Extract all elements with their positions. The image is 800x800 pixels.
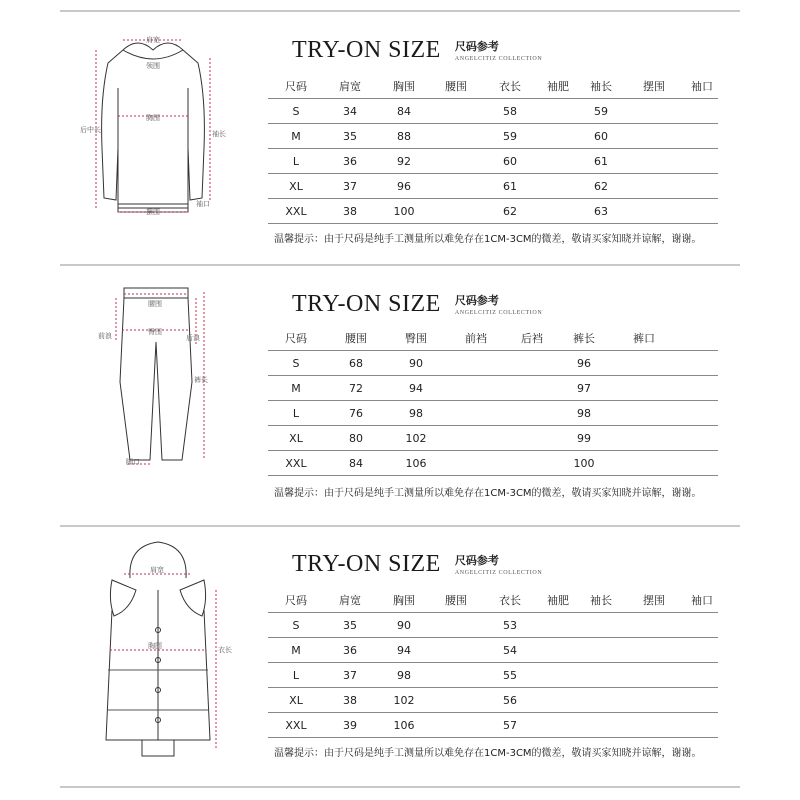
table-cell: S: [292, 357, 300, 370]
chest-label: 胸围: [146, 114, 160, 122]
table-cell: 98: [577, 407, 591, 420]
column-header: 肩宽: [339, 594, 361, 607]
column-header: 裤长: [573, 332, 595, 345]
column-header: 袖肥: [547, 594, 569, 607]
cuff-label: 袖口: [196, 200, 210, 208]
table-cell: 99: [577, 432, 591, 445]
column-header: 裤口: [633, 332, 655, 345]
size-note: 温馨提示：由于尺码是纯手工测量所以难免存在1CM-3CM的微差，敬请买家知晓并谅解，谢谢。: [274, 488, 702, 499]
table-cell: 36: [343, 155, 357, 168]
heading-subtitle-cn: 尺码参考: [454, 39, 499, 53]
table-cell: 98: [409, 407, 423, 420]
back-length-label: 后中长: [80, 126, 101, 134]
collar-label: 领围: [146, 62, 160, 70]
table-cell: 102: [405, 432, 427, 445]
section-divider: [60, 525, 740, 527]
table-row: [268, 199, 718, 224]
table-cell: 56: [503, 694, 517, 707]
table-row: [268, 451, 718, 476]
column-header: 摆围: [643, 594, 665, 607]
table-cell: 96: [577, 357, 591, 370]
section-divider: [60, 10, 740, 12]
column-header: 胸围: [393, 594, 415, 607]
table-cell: 37: [343, 180, 357, 193]
table-header-row: [268, 74, 718, 99]
table-cell: 72: [349, 382, 363, 395]
column-header: 尺码: [285, 594, 307, 607]
table-cell: 35: [343, 619, 357, 632]
table-row: [268, 713, 718, 738]
table-cell: 90: [397, 619, 411, 632]
table-cell: M: [291, 644, 301, 657]
table-cell: 59: [503, 130, 517, 143]
section-divider: [60, 786, 740, 788]
table-cell: 98: [397, 669, 411, 682]
column-header: 尺码: [285, 332, 307, 345]
shoulder-label: 肩宽: [150, 566, 164, 574]
table-row: [268, 174, 718, 199]
column-header: 胸围: [393, 80, 415, 93]
table-cell: L: [292, 407, 300, 420]
table-cell: 57: [503, 719, 517, 732]
table-cell: M: [291, 130, 301, 143]
table-cell: XL: [289, 432, 303, 445]
table-cell: 84: [349, 457, 363, 470]
section-heading: [292, 292, 542, 316]
waist-label: 腰围: [148, 300, 162, 308]
column-header: 后裆: [521, 332, 543, 345]
table-cell: 96: [397, 180, 411, 193]
table-cell: 80: [349, 432, 363, 445]
chest-label: 胸围: [148, 642, 162, 650]
heading-title: TRY-ON SIZE: [292, 291, 441, 317]
size-table-pants: [268, 326, 718, 476]
size-note: 温馨提示：由于尺码是纯手工测量所以难免存在1CM-3CM的微差，敬请买家知晓并谅解，谢谢。: [274, 234, 702, 245]
table-row: [268, 351, 718, 376]
table-cell: 102: [393, 694, 415, 707]
hip-label: 臀围: [148, 328, 162, 336]
leg-opening-label: 脚口: [126, 458, 140, 466]
heading-subtitle-cn: 尺码参考: [454, 293, 499, 307]
table-cell: 106: [393, 719, 415, 732]
table-row: [268, 663, 718, 688]
vest-diagram: [90, 540, 240, 770]
table-cell: S: [292, 105, 300, 118]
table-cell: XL: [289, 694, 303, 707]
column-header: 衣长: [499, 80, 521, 93]
table-cell: L: [292, 155, 300, 168]
sweater-diagram: [78, 28, 228, 228]
column-header: 腰围: [445, 594, 467, 607]
column-header: 摆围: [643, 80, 665, 93]
table-cell: 68: [349, 357, 363, 370]
heading-subtitle-en: ANGELCITIZ COLLECTION: [454, 56, 543, 62]
table-row: [268, 688, 718, 713]
column-header: 衣长: [499, 594, 521, 607]
column-header: 臀围: [405, 332, 427, 345]
table-row: [268, 376, 718, 401]
size-table-tops: [268, 74, 718, 224]
column-header: 袖口: [691, 80, 713, 93]
table-cell: 35: [343, 130, 357, 143]
section-heading: [292, 552, 542, 576]
table-cell: 54: [503, 644, 517, 657]
table-cell: 60: [594, 130, 608, 143]
column-header: 袖长: [590, 594, 612, 607]
table-header-row: [268, 326, 718, 351]
table-cell: 90: [409, 357, 423, 370]
table-row: [268, 124, 718, 149]
heading-subtitle-cn: 尺码参考: [454, 553, 499, 567]
table-cell: 92: [397, 155, 411, 168]
table-cell: XXL: [285, 205, 307, 218]
column-header: 腰围: [345, 332, 367, 345]
column-header: 腰围: [445, 80, 467, 93]
table-cell: 60: [503, 155, 517, 168]
table-cell: XXL: [285, 719, 307, 732]
table-header-row: [268, 588, 718, 613]
table-cell: 61: [503, 180, 517, 193]
table-cell: 38: [343, 694, 357, 707]
table-cell: 100: [573, 457, 595, 470]
hem-label: 摆围: [146, 208, 160, 216]
table-row: [268, 426, 718, 451]
table-row: [268, 401, 718, 426]
heading-subtitle-en: ANGELCITIZ COLLECTION: [454, 570, 543, 576]
table-cell: L: [292, 669, 300, 682]
table-cell: 62: [594, 180, 608, 193]
column-header: 前裆: [465, 332, 487, 345]
table-row: [268, 149, 718, 174]
table-cell: 97: [577, 382, 591, 395]
heading-title: TRY-ON SIZE: [292, 37, 441, 63]
column-header: 袖肥: [547, 80, 569, 93]
table-row: [268, 638, 718, 663]
column-header: 袖长: [590, 80, 612, 93]
table-cell: 61: [594, 155, 608, 168]
column-header: 尺码: [285, 80, 307, 93]
pants-diagram: [96, 282, 216, 472]
table-cell: XXL: [285, 457, 307, 470]
shoulder-label: 肩宽: [146, 36, 160, 44]
table-row: [268, 99, 718, 124]
table-cell: 76: [349, 407, 363, 420]
table-cell: 59: [594, 105, 608, 118]
sleeve-label: 袖长: [212, 130, 226, 138]
heading-subtitle-en: ANGELCITIZ COLLECTION: [454, 310, 543, 316]
table-cell: 34: [343, 105, 357, 118]
table-cell: 63: [594, 205, 608, 218]
section-divider: [60, 264, 740, 266]
table-cell: XL: [289, 180, 303, 193]
section-heading: [292, 38, 542, 62]
table-cell: 38: [343, 205, 357, 218]
table-cell: 94: [409, 382, 423, 395]
table-cell: 88: [397, 130, 411, 143]
table-cell: M: [291, 382, 301, 395]
size-note: 温馨提示：由于尺码是纯手工测量所以难免存在1CM-3CM的微差，敬请买家知晓并谅解，谢谢。: [274, 748, 702, 759]
column-header: 袖口: [691, 594, 713, 607]
table-cell: 53: [503, 619, 517, 632]
table-cell: 106: [405, 457, 427, 470]
table-cell: 39: [343, 719, 357, 732]
pant-length-label: 裤长: [194, 376, 208, 384]
heading-title: TRY-ON SIZE: [292, 551, 441, 577]
table-cell: 62: [503, 205, 517, 218]
length-label: 衣长: [218, 646, 232, 654]
table-cell: 36: [343, 644, 357, 657]
table-cell: 100: [393, 205, 415, 218]
back-rise-label: 后浪: [186, 334, 200, 342]
table-cell: S: [292, 619, 300, 632]
table-row: [268, 613, 718, 638]
front-rise-label: 前浪: [98, 332, 112, 340]
column-header: 肩宽: [339, 80, 361, 93]
table-cell: 58: [503, 105, 517, 118]
table-cell: 55: [503, 669, 517, 682]
table-cell: 94: [397, 644, 411, 657]
table-cell: 37: [343, 669, 357, 682]
size-table-vest: [268, 588, 718, 738]
table-cell: 84: [397, 105, 411, 118]
